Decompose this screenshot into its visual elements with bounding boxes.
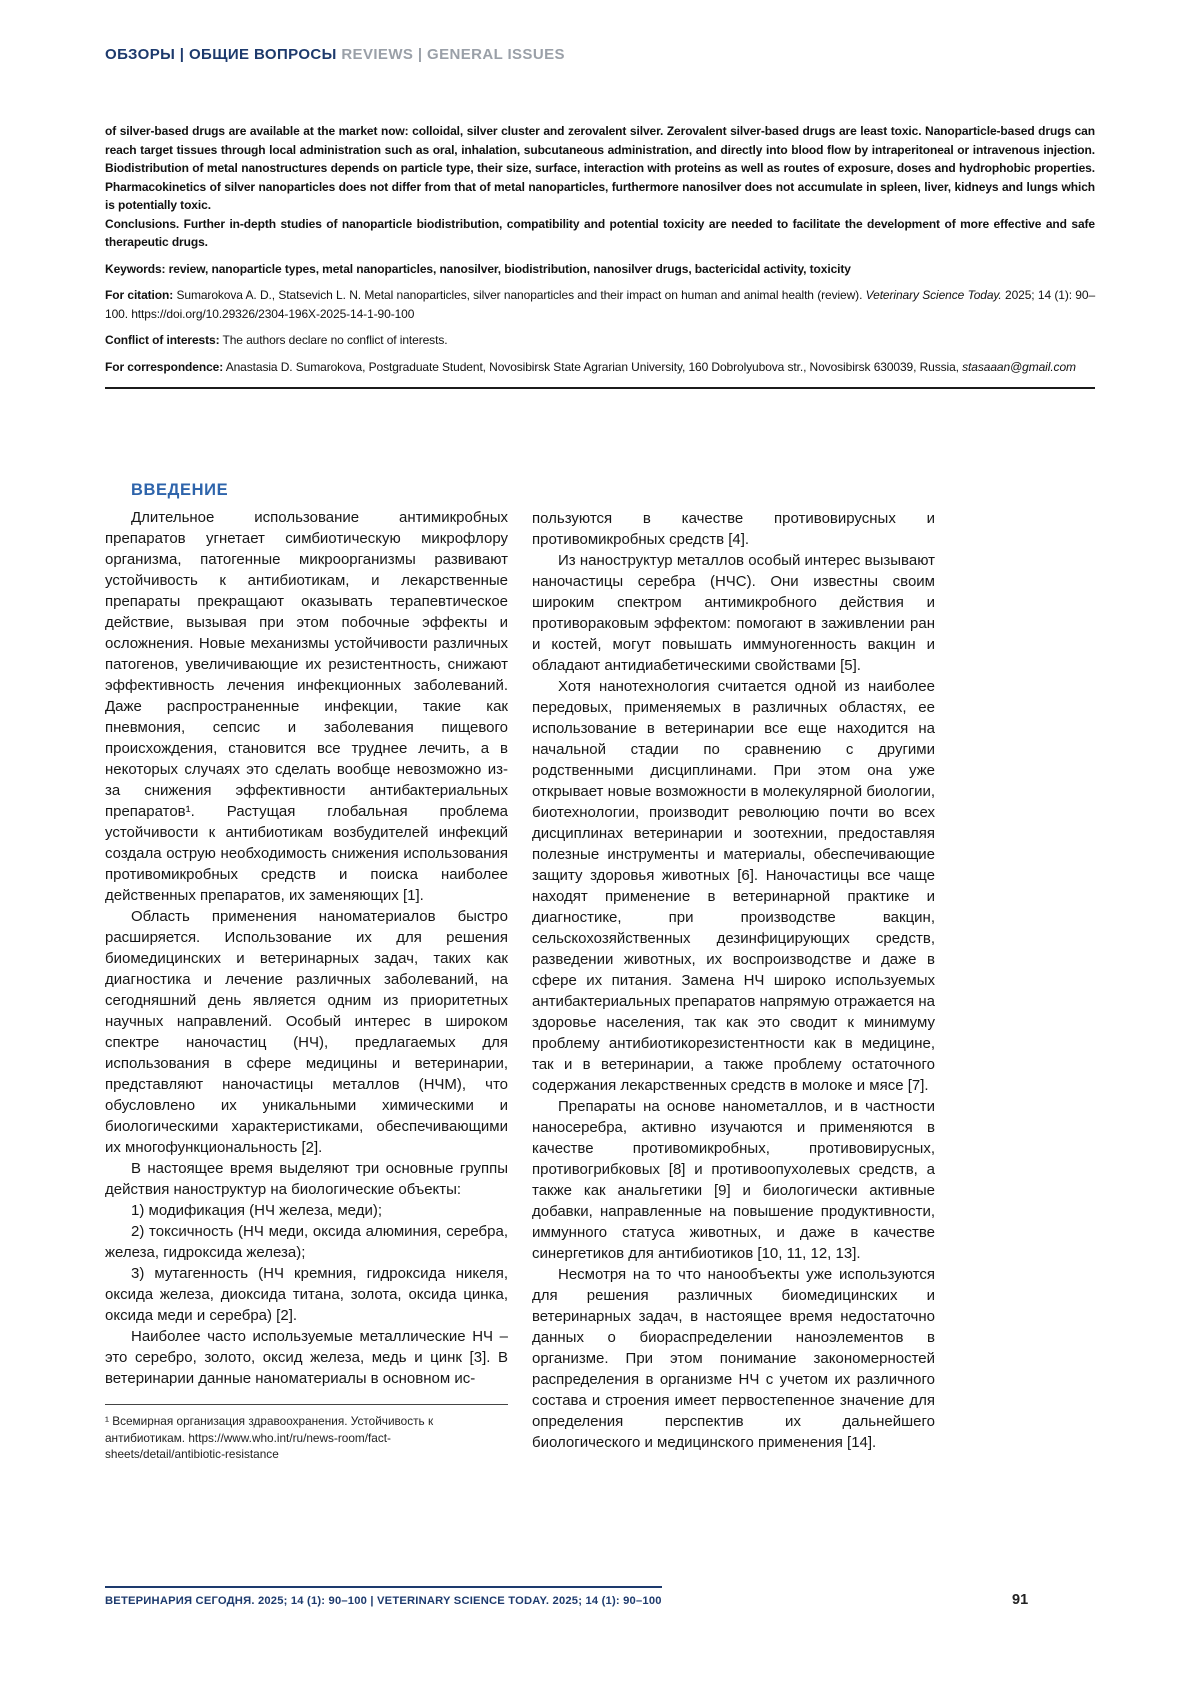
- running-head: [105, 46, 565, 63]
- section-title-ru: ОБЗОРЫ | ОБЩИЕ ВОПРОСЫ: [105, 46, 337, 63]
- conclusions-label: Conclusions.: [105, 216, 180, 231]
- body-paragraph: Наиболее часто используемые металлические НЧ – это серебро, золото, оксид железа, медь и цинк [3]. В ветеринарии данные наноматериалы в основном ис-: [105, 1328, 508, 1387]
- citation-volume-pages: 2025; 14 (1): 90–100.: [105, 288, 1096, 321]
- footnote: [105, 1404, 508, 1463]
- keywords-paragraph: [105, 260, 1095, 279]
- conclusions-text: Further in-depth studies of nanoparticle biodistribution, compatibility and potential toxicity are needed to facilitate the development of more effective and safe therapeutic drugs.: [105, 216, 1095, 249]
- keywords-text: review, nanoparticle types, metal nanoparticles, nanosilver, biodistribution, nanosilver drugs, bactericidal activity, toxicity: [165, 261, 851, 276]
- journal-title-italic: Veterinary Science Today.: [865, 288, 1002, 302]
- left-column: [105, 481, 508, 1463]
- citation-doi-link[interactable]: https://doi.org/10.29326/2304-196X-2025-14-1-90-100: [131, 306, 415, 321]
- citation-label: For citation:: [105, 288, 174, 302]
- correspondence-paragraph: [105, 358, 1095, 377]
- section-divider: [105, 387, 1095, 389]
- footer-text: ВЕТЕРИНАРИЯ СЕГОДНЯ. 2025; 14 (1): 90–100 | VETERINARY SCIENCE TODAY. 2025; 14 (1): 90–100: [105, 1595, 662, 1607]
- page-content: [105, 122, 1095, 1463]
- conflict-label: Conflict of interests:: [105, 333, 220, 347]
- footer-journal-line: [105, 1586, 662, 1607]
- conclusions-paragraph: [105, 215, 1095, 252]
- list-item-paragraph: 3) мутагенность (НЧ кремния, гидроксида никеля, оксида железа, диоксида титана, золота, оксида цинка, оксида меди и серебра) [2].: [105, 1265, 508, 1324]
- body-paragraph: Длительное использование антимикробных препаратов угнетает симбиотическую микрофлору организма, патогенные микроорганизмы развивают устойчивость к антибиотикам, и лекарственные препараты прекращают оказывать терапевтическое действие, вызывая при этом побочные эффекты и осложнения. Новые механизмы устойчивости различных патогенов, увеличивающие их резистентность, снижают эффективность лечения инфекционных заболеваний. Даже распространенные инфекции, такие как пневмония, сепсис и заболевания пищевого происхождения, становится все труднее лечить, а в некоторых случаях это сделать вообще невозможно из-за снижения эффективности антибактериальных препаратов¹. Растущая глобальная проблема устойчивости к антибиотикам возбудителей инфекций создала острую необходимость снижения использования противомикробных средств и поиска наиболее действенных препаратов, их заменяющих [1].: [105, 509, 508, 904]
- body-paragraph: пользуются в качестве противовирусных и противомикробных средств [4].: [532, 510, 935, 548]
- keywords-label: Keywords:: [105, 261, 166, 276]
- body-paragraph: Хотя нанотехнология считается одной из наиболее передовых, применяемых в различных областях, ее использование в ветеринарии все еще находится на начальной стадии по сравнению с другими родственными дисциплинами. При этом она уже открывает новые возможности в молекулярной биологии, биотехнологии, производит революцию почти во всех дисциплинах ветеринарии и зоотехнии, предоставляя полезные инструменты и материалы, обеспечивающие защиту здоровья животных [6]. Наночастицы все чаще находят применение в ветеринарной практике и диагностике, при производстве вакцин, сельскохозяйственных дезинфицирующих средств, разведении животных, их воспроизводстве и даже в сфере их питания. Замена НЧ широко используемых антибактериальных препаратов напрямую отражается на здоровье населения, так как это сводит к минимуму проблему антибиотикорезистентности как в медицине, так и в ветеринарии, а также проблему остаточного содержания лекарственных средств в молоке и мясе [7].: [532, 678, 935, 1094]
- body-paragraph: Область применения наноматериалов быстро расширяется. Использование их для решения биомедицинских и ветеринарных задач, таких как диагностика и лечение различных заболеваний, на сегодняшний день является одним из приоритетных научных направлений. Особый интерес в широком спектре наночастиц (НЧ), предлагаемых для использования в сфере медицины и ветеринарии, представляют наночастицы металлов (НЧМ), что обусловлено их уникальными химическими и биологическими характеристиками, обеспечивающими их многофункциональность [2].: [105, 908, 508, 1156]
- list-item-paragraph: 1) модификация (НЧ железа, меди);: [131, 1202, 382, 1219]
- citation-paragraph: [105, 286, 1095, 323]
- correspondence-text: Anastasia D. Sumarokova, Postgraduate Student, Novosibirsk State Agrarian University, 160 Dobrolyubova str., Novosibirsk 630039, Russia,: [223, 359, 963, 374]
- introduction-section: [105, 481, 935, 1463]
- introduction-heading: ВВЕДЕНИЕ: [131, 481, 229, 499]
- citation-text: Sumarokova A. D., Statsevich L. N. Metal nanoparticles, silver nanoparticles and their impact on human and animal health (review).: [173, 288, 866, 302]
- conflict-text: The authors declare no conflict of interests.: [219, 333, 448, 347]
- section-title-en: REVIEWS | GENERAL ISSUES: [341, 46, 565, 63]
- body-paragraph: В настоящее время выделяют три основные группы действия наноструктур на биологические объекты:: [105, 1160, 508, 1198]
- conflict-paragraph: [105, 331, 1095, 350]
- footnote-text: ¹ Всемирная организация здравоохранения. Устойчивость к антибиотикам.: [105, 1414, 434, 1445]
- list-item-paragraph: 2) токсичность (НЧ меди, оксида алюминия, серебра, железа, гидроксида железа);: [105, 1223, 508, 1261]
- abstract-block: [105, 122, 1095, 376]
- body-paragraph: Препараты на основе нанометаллов, и в частности наносеребра, активно изучаются и применяются в качестве противомикробных, противовирусных, противогрибковых [8] и противоопухолевых средств, а также как анальгетики [9] и биологически активные добавки, направленные на повышение продуктивности, иммунного статуса животных, и даже в качестве синергетиков для антибиотиков [10, 11, 12, 13].: [532, 1098, 935, 1262]
- page-number: 91: [1012, 1592, 1029, 1608]
- body-paragraph: Из наноструктур металлов особый интерес вызывают наночастицы серебра (НЧС). Они известны своим широким спектром антимикробного действия и противораковым эффектом: помогают в заживлении ран и костей, могут повышать иммуногенность вакцин и обладают антидиабетическими свойствами [5].: [532, 552, 935, 674]
- body-paragraph: Несмотря на то что нанообъекты уже используются для решения различных биомедицинских и ветеринарных задач, в настоящее время недостаточно данных о биораспределении наноэлементов в организме. При этом понимание закономерностей распределения в организме НЧ с учетом их различного состава и строения имеет первостепенное значение для определения перспектив их дальнейшего биологического и медицинского применения [14].: [532, 1266, 935, 1451]
- abstract-continuation-text: of silver-based drugs are available at the market now: colloidal, silver cluster and zerovalent silver. Zerovalent silver-based drugs are least toxic. Nanoparticle-based drugs can reach target tissues through local administration such as oral, inhalation, subcutaneous administration, and directly into blood flow by intraperitoneal or intravenous injection. Biodistribution of metal nanostructures depends on particle type, their size, surface, interaction with proteins as well as routes of exposure, doses and hydrophobic properties. Pharmacokinetics of silver nanoparticles does not differ from that of metal nanoparticles, furthermore nanosilver does not accumulate in spleen, liver, kidneys and lungs which is potentially toxic.: [105, 124, 1095, 212]
- footnote-url-link[interactable]: https://www.who.int/ru/news-room/fact-sheets/detail/antibiotic-resistance: [105, 1430, 391, 1461]
- correspondence-email-link[interactable]: stasaaan@gmail.com: [962, 359, 1076, 374]
- right-column: [532, 481, 935, 1463]
- correspondence-label: For correspondence:: [105, 359, 224, 374]
